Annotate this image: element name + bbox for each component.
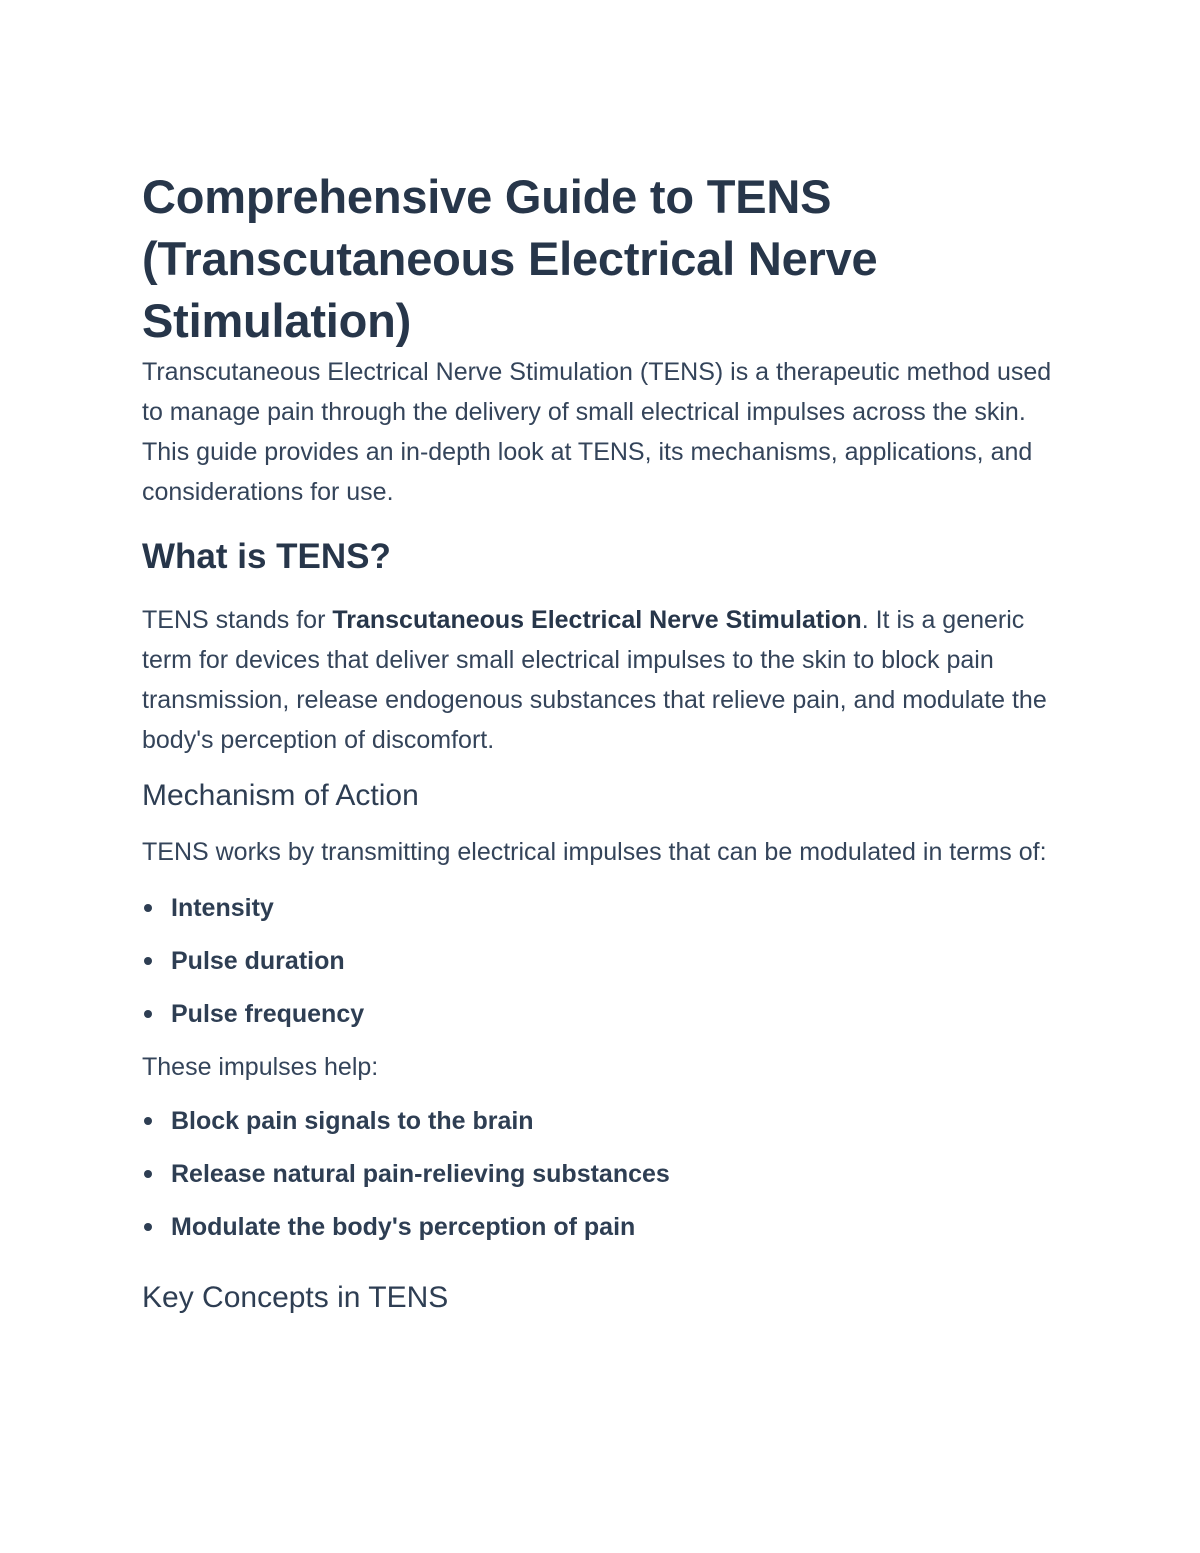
bullet-icon	[144, 1223, 152, 1231]
list-item	[142, 1207, 1062, 1260]
list-item	[142, 994, 1062, 1047]
subheading-mechanism-of-action: Mechanism of Action	[142, 779, 419, 812]
what-is-tens-paragraph	[142, 600, 1062, 760]
what-is-tens-paragraph-prefix: TENS stands for	[142, 606, 333, 634]
list-item-label: Block pain signals to the brain	[171, 1107, 534, 1135]
bullet-icon	[144, 1170, 152, 1178]
document-page	[142, 166, 1062, 1320]
mechanism-paragraph: TENS works by transmitting electrical impulses that can be modulated in terms of:	[142, 838, 1047, 866]
section-heading-what-is-tens: What is TENS?	[142, 537, 391, 576]
modulation-terms-list	[142, 888, 1062, 1047]
list-item	[142, 941, 1062, 994]
bullet-icon	[144, 1117, 152, 1125]
bullet-icon	[144, 957, 152, 965]
list-item-label: Intensity	[171, 894, 274, 922]
what-is-tens-paragraph-suffix: . It is a generic term for devices that deliver small electrical impulses to the skin to block pain transmission, release endogenous substances that relieve pain, and modulate the body's perception of discomfort.	[142, 606, 1047, 754]
page-title: Comprehensive Guide to TENS (Transcutaneous Electrical Nerve Stimulation)	[142, 170, 878, 347]
list-item	[142, 888, 1062, 941]
list-item-label: Release natural pain-relieving substances	[171, 1160, 670, 1188]
what-is-tens-bold-term: Transcutaneous Electrical Nerve Stimulation	[332, 606, 862, 634]
list-item-label: Pulse frequency	[171, 1000, 365, 1028]
effects-list	[142, 1101, 1062, 1260]
list-item-label: Modulate the body's perception of pain	[171, 1213, 636, 1241]
list-item	[142, 1154, 1062, 1207]
list-item	[142, 1101, 1062, 1154]
list-item-label: Pulse duration	[171, 947, 345, 975]
subheading-key-concepts: Key Concepts in TENS	[142, 1281, 449, 1314]
bullet-icon	[144, 1010, 152, 1018]
bullet-icon	[144, 904, 152, 912]
impulses-help-paragraph: These impulses help:	[142, 1053, 379, 1081]
intro-paragraph: Transcutaneous Electrical Nerve Stimulation (TENS) is a therapeutic method used to manage pain through the delivery of small electrical impulses across the skin. This guide provides an in-depth look at TENS, its mechanisms, applications, and considerations for use.	[142, 358, 1052, 506]
